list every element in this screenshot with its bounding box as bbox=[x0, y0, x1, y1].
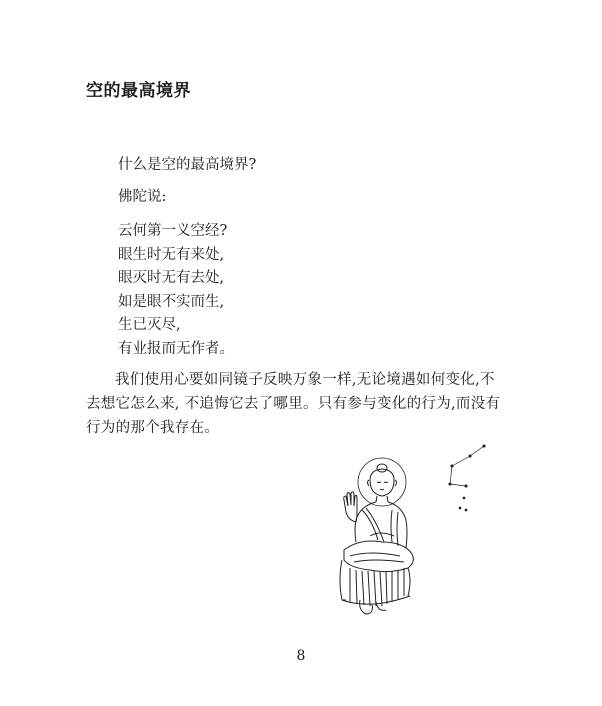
verse-line: 云何第一义空经? bbox=[118, 223, 228, 239]
question-text: 什么是空的最高境界? bbox=[118, 157, 257, 173]
constellation-icon bbox=[440, 440, 500, 520]
verse-line: 如是眼不实而生, bbox=[118, 293, 225, 310]
page-number: 8 bbox=[296, 648, 306, 664]
speaker-text: 佛陀说: bbox=[118, 189, 167, 205]
verse-line: 眼生时无有来处, bbox=[118, 246, 225, 263]
verse-line: 眼灭时无有去处, bbox=[118, 270, 225, 287]
body-paragraph: 我们使用心要如同镜子反映万象一样,无论境遇如何变化,不去想它怎么来, 不追悔它去了哪里。只有参与变化的行为,而没有行为的那个我存在。 bbox=[86, 372, 501, 436]
verse-block bbox=[118, 220, 234, 362]
page-title: 空的最高境界 bbox=[86, 81, 191, 101]
verse-line: 生已灭尽, bbox=[118, 317, 181, 334]
verse-line: 有业报而无作者。 bbox=[118, 340, 234, 357]
